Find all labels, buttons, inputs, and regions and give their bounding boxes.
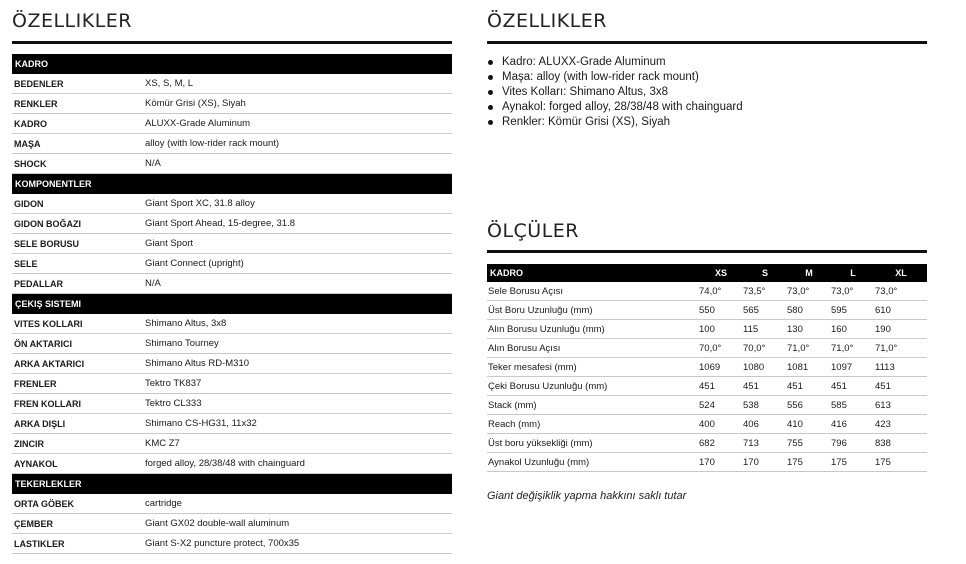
geometry-value: 73,0° [831, 282, 875, 301]
geometry-value: 130 [787, 320, 831, 339]
section-header: ÇEKIŞ SISTEMI [12, 294, 452, 314]
spec-value: forged alloy, 28/38/48 with chainguard [145, 458, 305, 469]
geometry-label: Aynakol Uzunluğu (mm) [487, 453, 699, 472]
geometry-header: KADRO [487, 264, 699, 282]
spec-label: PEDALLAR [14, 278, 63, 289]
geometry-value: 838 [875, 434, 927, 453]
geometry-table [487, 264, 927, 472]
spec-label: SHOCK [14, 158, 47, 169]
geometry-value: 170 [743, 453, 787, 472]
spec-row [12, 214, 452, 234]
geometry-label: Reach (mm) [487, 415, 699, 434]
geometry-value: 70,0° [699, 339, 743, 358]
spec-value: N/A [145, 278, 161, 289]
spec-label: BEDENLER [14, 78, 64, 89]
spec-row [12, 374, 452, 394]
spec-row [12, 414, 452, 434]
features-rule [487, 41, 927, 44]
geometry-value: 160 [831, 320, 875, 339]
geometry-row [487, 358, 927, 377]
spec-value: Giant GX02 double-wall aluminum [145, 518, 290, 529]
spec-row [12, 334, 452, 354]
geometry-label: Teker mesafesi (mm) [487, 358, 699, 377]
feature-item: Kadro: ALUXX-Grade Aluminum [499, 55, 743, 70]
geometry-value: 73,0° [875, 282, 927, 301]
geometry-row [487, 453, 927, 472]
spec-value: alloy (with low-rider rack mount) [145, 138, 280, 149]
section-header: TEKERLEKLER [12, 474, 452, 494]
spec-label: RENKLER [14, 98, 58, 109]
feature-item: Aynakol: forged alloy, 28/38/48 with chainguard [499, 100, 743, 115]
geometry-value: 71,0° [875, 339, 927, 358]
geometry-row [487, 339, 927, 358]
spec-label: GIDON [14, 198, 44, 209]
geometry-row [487, 282, 927, 301]
geometry-label: Alın Borusu Açısı [487, 339, 699, 358]
geometry-header: XS [699, 264, 743, 282]
spec-label: KADRO [14, 118, 47, 129]
geometry-label: Üst boru yüksekliği (mm) [487, 434, 699, 453]
geometry-value: 796 [831, 434, 875, 453]
geometry-value: 538 [743, 396, 787, 415]
spec-row [12, 434, 452, 454]
geometry-value: 565 [743, 301, 787, 320]
geometry-label: Çeki Borusu Uzunluğu (mm) [487, 377, 699, 396]
spec-label: ORTA GÖBEK [14, 498, 74, 509]
geometry-value: 755 [787, 434, 831, 453]
section-header: KADRO [12, 54, 452, 74]
geometry-value: 115 [743, 320, 787, 339]
spec-value: Giant S-X2 puncture protect, 700x35 [145, 538, 300, 549]
geometry-value: 580 [787, 301, 831, 320]
spec-label: LASTIKLER [14, 538, 65, 549]
specs-title: ÖZELLIKLER [12, 10, 133, 32]
geometry-value: 610 [875, 301, 927, 320]
geometry-value: 73,5° [743, 282, 787, 301]
geometry-value: 451 [875, 377, 927, 396]
geometry-value: 1069 [699, 358, 743, 377]
geometry-value: 74,0° [699, 282, 743, 301]
spec-value: Giant Sport XC, 31.8 alloy [145, 198, 255, 209]
spec-value: Shimano Altus RD-M310 [145, 358, 250, 369]
geometry-row [487, 434, 927, 453]
spec-value: Kömür Grisi (XS), Siyah [145, 98, 246, 109]
spec-row [12, 134, 452, 154]
geometry-value: 175 [831, 453, 875, 472]
spec-value: ALUXX-Grade Aluminum [145, 118, 251, 129]
geometry-value: 1097 [831, 358, 875, 377]
feature-item: Renkler: Kömür Grisi (XS), Siyah [499, 115, 743, 130]
spec-row [12, 234, 452, 254]
spec-label: FREN KOLLARI [14, 398, 81, 409]
geometry-value: 170 [699, 453, 743, 472]
spec-label: MAŞA [14, 138, 41, 149]
geometry-value: 410 [787, 415, 831, 434]
spec-value: Giant Sport Ahead, 15-degree, 31.8 [145, 218, 295, 229]
geometry-label: Stack (mm) [487, 396, 699, 415]
spec-label: AYNAKOL [14, 458, 58, 469]
spec-row [12, 74, 452, 94]
spec-row [12, 314, 452, 334]
geometry-row [487, 377, 927, 396]
geometry-value: 451 [831, 377, 875, 396]
spec-row [12, 454, 452, 474]
geometry-value: 550 [699, 301, 743, 320]
geometry-value: 71,0° [787, 339, 831, 358]
spec-value: KMC Z7 [145, 438, 180, 449]
spec-row [12, 114, 452, 134]
geometry-value: 190 [875, 320, 927, 339]
spec-row [12, 494, 452, 514]
geometry-rule [487, 250, 927, 253]
spec-value: Giant Sport [145, 238, 194, 249]
feature-item: Maşa: alloy (with low-rider rack mount) [499, 70, 743, 85]
spec-value: cartridge [145, 498, 182, 509]
feature-list [487, 55, 743, 130]
geometry-value: 71,0° [831, 339, 875, 358]
spec-row [12, 394, 452, 414]
spec-label: ÖN AKTARICI [14, 338, 72, 349]
spec-value: XS, S, M, L [145, 78, 194, 89]
geometry-value: 595 [831, 301, 875, 320]
geometry-value: 1113 [875, 358, 927, 377]
spec-row [12, 534, 452, 554]
spec-label: VITES KOLLARI [14, 318, 83, 329]
spec-value: Tektro TK837 [145, 378, 202, 389]
geometry-value: 451 [743, 377, 787, 396]
geometry-row [487, 320, 927, 339]
geometry-row [487, 396, 927, 415]
geometry-value: 175 [787, 453, 831, 472]
section-header: KOMPONENTLER [12, 174, 452, 194]
disclaimer-note: Giant değişiklik yapma hakkını saklı tutar [487, 490, 687, 502]
geometry-label: Sele Borusu Açısı [487, 282, 699, 301]
spec-label: ARKA AKTARICI [14, 358, 85, 369]
spec-label: SELE BORUSU [14, 238, 80, 249]
geometry-value: 556 [787, 396, 831, 415]
geometry-value: 451 [787, 377, 831, 396]
spec-value: Shimano Altus, 3x8 [145, 318, 227, 329]
spec-row [12, 94, 452, 114]
geometry-label: Üst Boru Uzunluğu (mm) [487, 301, 699, 320]
geometry-label: Alın Borusu Uzunluğu (mm) [487, 320, 699, 339]
geometry-header: L [831, 264, 875, 282]
spec-value: N/A [145, 158, 161, 169]
spec-value: Giant Connect (upright) [145, 258, 244, 269]
feature-item: Vites Kolları: Shimano Altus, 3x8 [499, 85, 743, 100]
geometry-value: 682 [699, 434, 743, 453]
geometry-header: S [743, 264, 787, 282]
spec-label: GIDON BOĞAZI [14, 218, 81, 229]
spec-value: Shimano CS-HG31, 11x32 [145, 418, 257, 429]
title-rule [12, 41, 452, 44]
spec-value: Shimano Tourney [145, 338, 219, 349]
spec-label: SELE [14, 258, 38, 269]
geometry-value: 175 [875, 453, 927, 472]
geometry-row [487, 301, 927, 320]
geometry-header: M [787, 264, 831, 282]
spec-row [12, 154, 452, 174]
geometry-title: ÖLÇÜLER [487, 220, 580, 242]
geometry-value: 423 [875, 415, 927, 434]
spec-value: Tektro CL333 [145, 398, 202, 409]
geometry-header: XL [875, 264, 927, 282]
spec-row [12, 254, 452, 274]
geometry-value: 524 [699, 396, 743, 415]
geometry-value: 451 [699, 377, 743, 396]
spec-row [12, 354, 452, 374]
geometry-value: 613 [875, 396, 927, 415]
spec-row [12, 274, 452, 294]
features-title: ÖZELLIKLER [487, 10, 608, 32]
geometry-value: 1081 [787, 358, 831, 377]
geometry-value: 585 [831, 396, 875, 415]
geometry-value: 416 [831, 415, 875, 434]
geometry-value: 73,0° [787, 282, 831, 301]
geometry-value: 100 [699, 320, 743, 339]
spec-label: ARKA DIŞLI [14, 418, 66, 429]
spec-label: ÇEMBER [14, 518, 54, 529]
geometry-value: 70,0° [743, 339, 787, 358]
spec-row [12, 194, 452, 214]
spec-label: ZINCIR [14, 438, 44, 449]
geometry-value: 400 [699, 415, 743, 434]
geometry-value: 406 [743, 415, 787, 434]
geometry-value: 1080 [743, 358, 787, 377]
spec-label: FRENLER [14, 378, 57, 389]
spec-row [12, 514, 452, 534]
geometry-value: 713 [743, 434, 787, 453]
geometry-row [487, 415, 927, 434]
spec-table [12, 54, 452, 554]
